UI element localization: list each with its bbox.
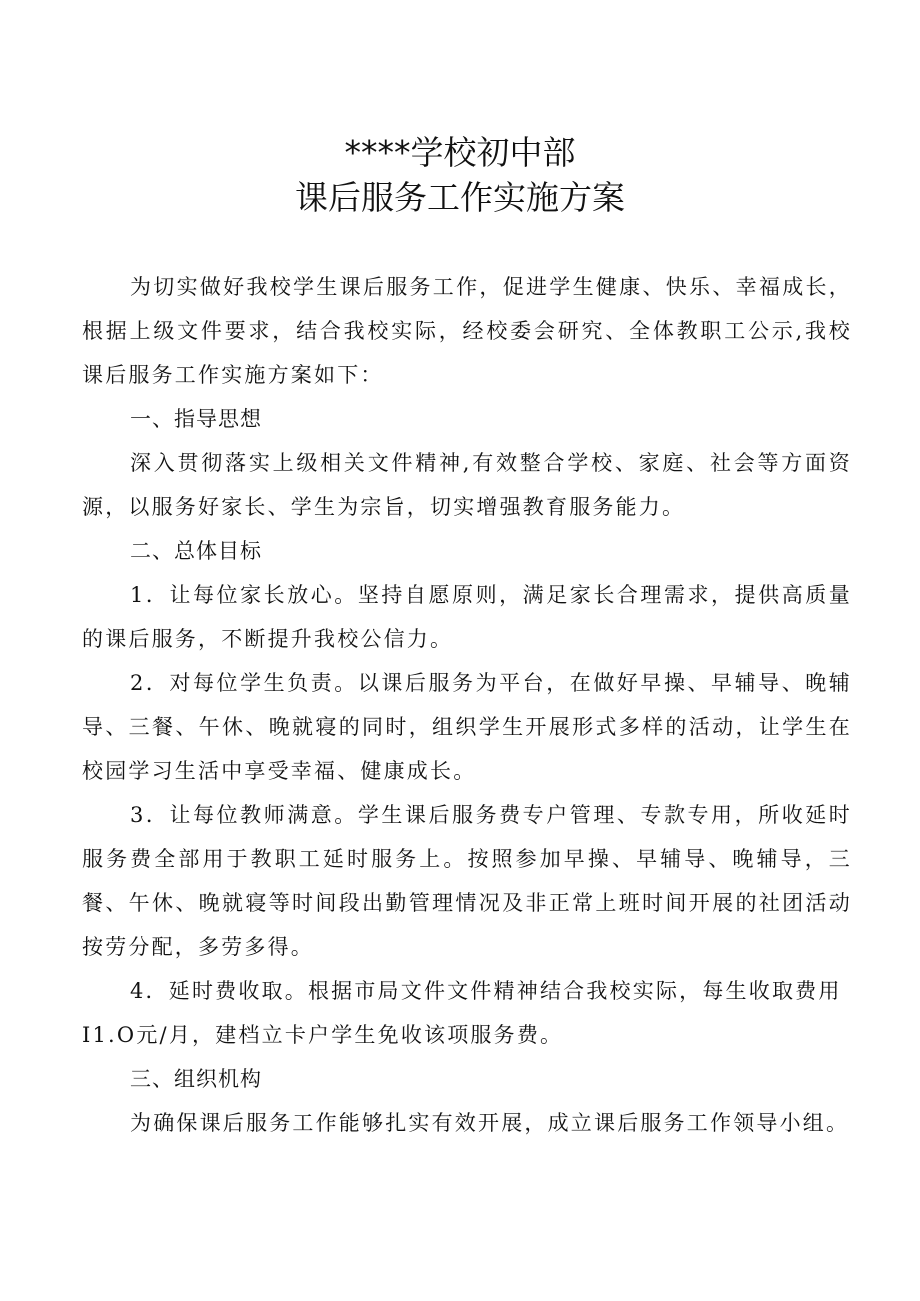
- section2-heading: 二、总体目标: [130, 539, 262, 563]
- document-title-line2: 课后服务工作实施方案: [295, 178, 625, 217]
- section3-heading: 三、组织机构: [130, 1067, 262, 1091]
- intro-paragraph: 为切实做好我校学生课后服务工作，促进学生健康、快乐、幸福成长，根据上级文件要求，结合我校实际，经校委会研究、全体教职工公示,我校课后服务工作实施方案如下：: [82, 275, 852, 387]
- goal-item-4-line1: 4．延时费收取。根据市局文件文件精神结合我校实际，每生收取费用: [130, 979, 842, 1003]
- goal-item-4-line2: I1.O元/月，建档立卡户学生免收该项服务费。: [82, 1023, 564, 1047]
- section1-paragraph: 深入贯彻落实上级相关文件精神,有效整合学校、家庭、社会等方面资源，以服务好家长、学生为宗旨，切实增强教育服务能力。: [82, 451, 852, 519]
- document-title-line1: ****学校初中部: [344, 133, 576, 172]
- section3-paragraph: 为确保课后服务工作能够扎实有效开展，成立课后服务工作领导小组。: [130, 1111, 850, 1135]
- goal-item-1: 1．让每位家长放心。坚持自愿原则，满足家长合理需求，提供高质量的课后服务，不断提升我校公信力。: [82, 583, 852, 651]
- goal-item-2: 2．对每位学生负责。以课后服务为平台，在做好早操、早辅导、晚辅导、三餐、午休、晚就寝的同时，组织学生开展形式多样的活动，让学生在校园学习生活中享受幸福、健康成长。: [82, 671, 852, 783]
- section1-heading: 一、指导思想: [130, 407, 262, 431]
- goal-item-3: 3．让每位教师满意。学生课后服务费专户管理、专款专用，所收延时服务费全部用于教职工延时服务上。按照参加早操、早辅导、晚辅导，三餐、午休、晚就寝等时间段出勤管理情况及非正常上班时间开展的社团活动按劳分配，多劳多得。: [82, 803, 852, 959]
